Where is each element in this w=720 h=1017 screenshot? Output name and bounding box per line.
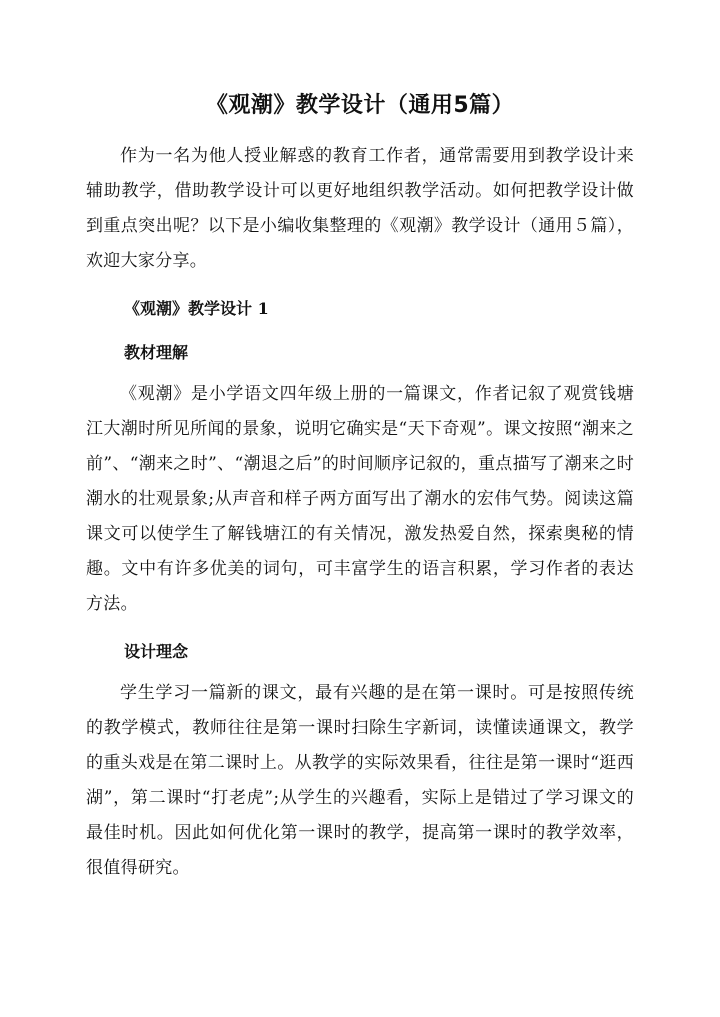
material-paragraph: 《观潮》是小学语文四年级上册的一篇课文，作者记叙了观赏钱塘江大潮时所见所闻的景象，说明它确实是“天下奇观”。课文按照“潮来之前”、“潮来之时”、“潮退之后”的时间顺序记叙的，重点描写了潮来之时潮水的壮观景象;从声音和样子两方面写出了潮水的宏伟气势。阅读这篇课文可以使学生了解钱塘江的有关情况，激发热爱自然，探索奥秘的情趣。文中有许多优美的词句，可丰富学生的语言积累，学习作者的表达方法。: [86, 384, 634, 614]
design-concept-paragraph: 学生学习一篇新的课文，最有兴趣的是在第一课时。可是按照传统的教学模式，教师往往是第一课时扫除生字新词，读懂读通课文，教学的重头戏是在第二课时上。从教学的实际效果看，往往是第一课时“逛西湖”，第二课时“打老虎”;从学生的兴趣看，实际上是错过了学习课文的最佳时机。因此如何优化第一课时的教学，提高第一课时的教学效率，很值得研究。: [86, 683, 634, 878]
heading-design-concept: 设计理念: [124, 642, 189, 661]
intro-paragraph: 作为一名为他人授业解惑的教育工作者，通常需要用到教学设计来辅助教学，借助教学设计可以更好地组织教学活动。如何把教学设计做到重点突出呢？以下是小编收集整理的《观潮》教学设计（通用５篇），欢迎大家分享。: [86, 146, 634, 271]
section-title: 《观潮》教学设计 1: [124, 299, 269, 318]
document-title: 《观潮》教学设计（通用5篇）: [205, 93, 515, 118]
heading-material-understanding: 教材理解: [124, 343, 189, 362]
